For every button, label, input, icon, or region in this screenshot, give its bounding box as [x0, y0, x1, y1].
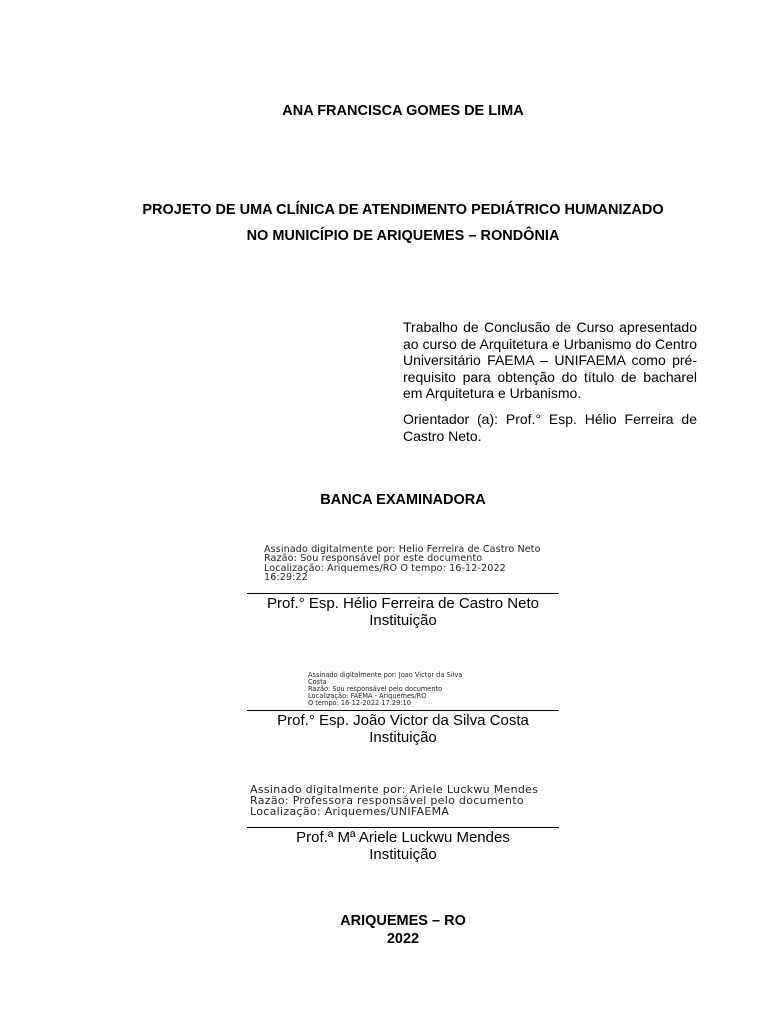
signature-line-2: [247, 710, 559, 711]
banca-heading: BANCA EXAMINADORA: [320, 492, 486, 508]
examiner-3-name: Prof.ª Mª Ariele Luckwu Mendes: [296, 829, 510, 846]
examiner-2-name: Prof.° Esp. João Victor da Silva Costa: [277, 712, 529, 729]
advisor-line: Orientador (a): Prof.° Esp. Hélio Ferreira de Castro Neto.: [403, 410, 697, 444]
signature-line-3: [247, 827, 559, 828]
digital-signature-stamp-1: Assinado digitalmente por: Helio Ferreira de Castro Neto Razão: Sou responsável por este documento Localização: Ariquemes/RO O tempo: 16-12-2022 16:29:22: [264, 544, 541, 584]
thesis-title-line-2: NO MUNICÍPIO DE ARIQUEMES – RONDÔNIA: [246, 228, 560, 244]
examiner-3-institution: Instituição: [369, 846, 437, 863]
thesis-title-line-1: PROJETO DE UMA CLÍNICA DE ATENDIMENTO PEDIÁTRICO HUMANIZADO: [142, 202, 664, 218]
thesis-description-block: [403, 319, 697, 444]
thesis-description: Trabalho de Conclusão de Curso apresentado ao curso de Arquitetura e Urbanismo do Centro Universitário FAEMA – UNIFAEMA como pré-requisito para obtenção do título de bacharel em Arquitetura e Urbanismo.: [403, 319, 697, 402]
digital-signature-stamp-2: Assinado digitalmente por: Joao Victor da Silva Costa Razão: Sou responsável pelo documento Localização: FAEMA - Ariquemes/RO O tempo: 16-12-2022 17:29:10: [308, 671, 463, 707]
examiner-1: [247, 595, 559, 629]
examiner-1-institution: Instituição: [369, 612, 437, 629]
examiner-2-institution: Instituição: [369, 729, 437, 746]
examiner-2: [247, 712, 559, 746]
footer-year: 2022: [386, 931, 420, 947]
examiner-1-name: Prof.° Esp. Hélio Ferreira de Castro Neto: [267, 595, 539, 612]
signature-line-1: [247, 593, 559, 594]
examiner-3: [247, 829, 559, 863]
footer-city: ARIQUEMES – RO: [340, 913, 466, 929]
author-name: ANA FRANCISCA GOMES DE LIMA: [282, 103, 524, 119]
digital-signature-stamp-3: Assinado digitalmente por: Ariele Luckwu Mendes Razão: Professora responsável pelo documento Localização: Ariquemes/UNIFAEMA: [250, 783, 539, 818]
